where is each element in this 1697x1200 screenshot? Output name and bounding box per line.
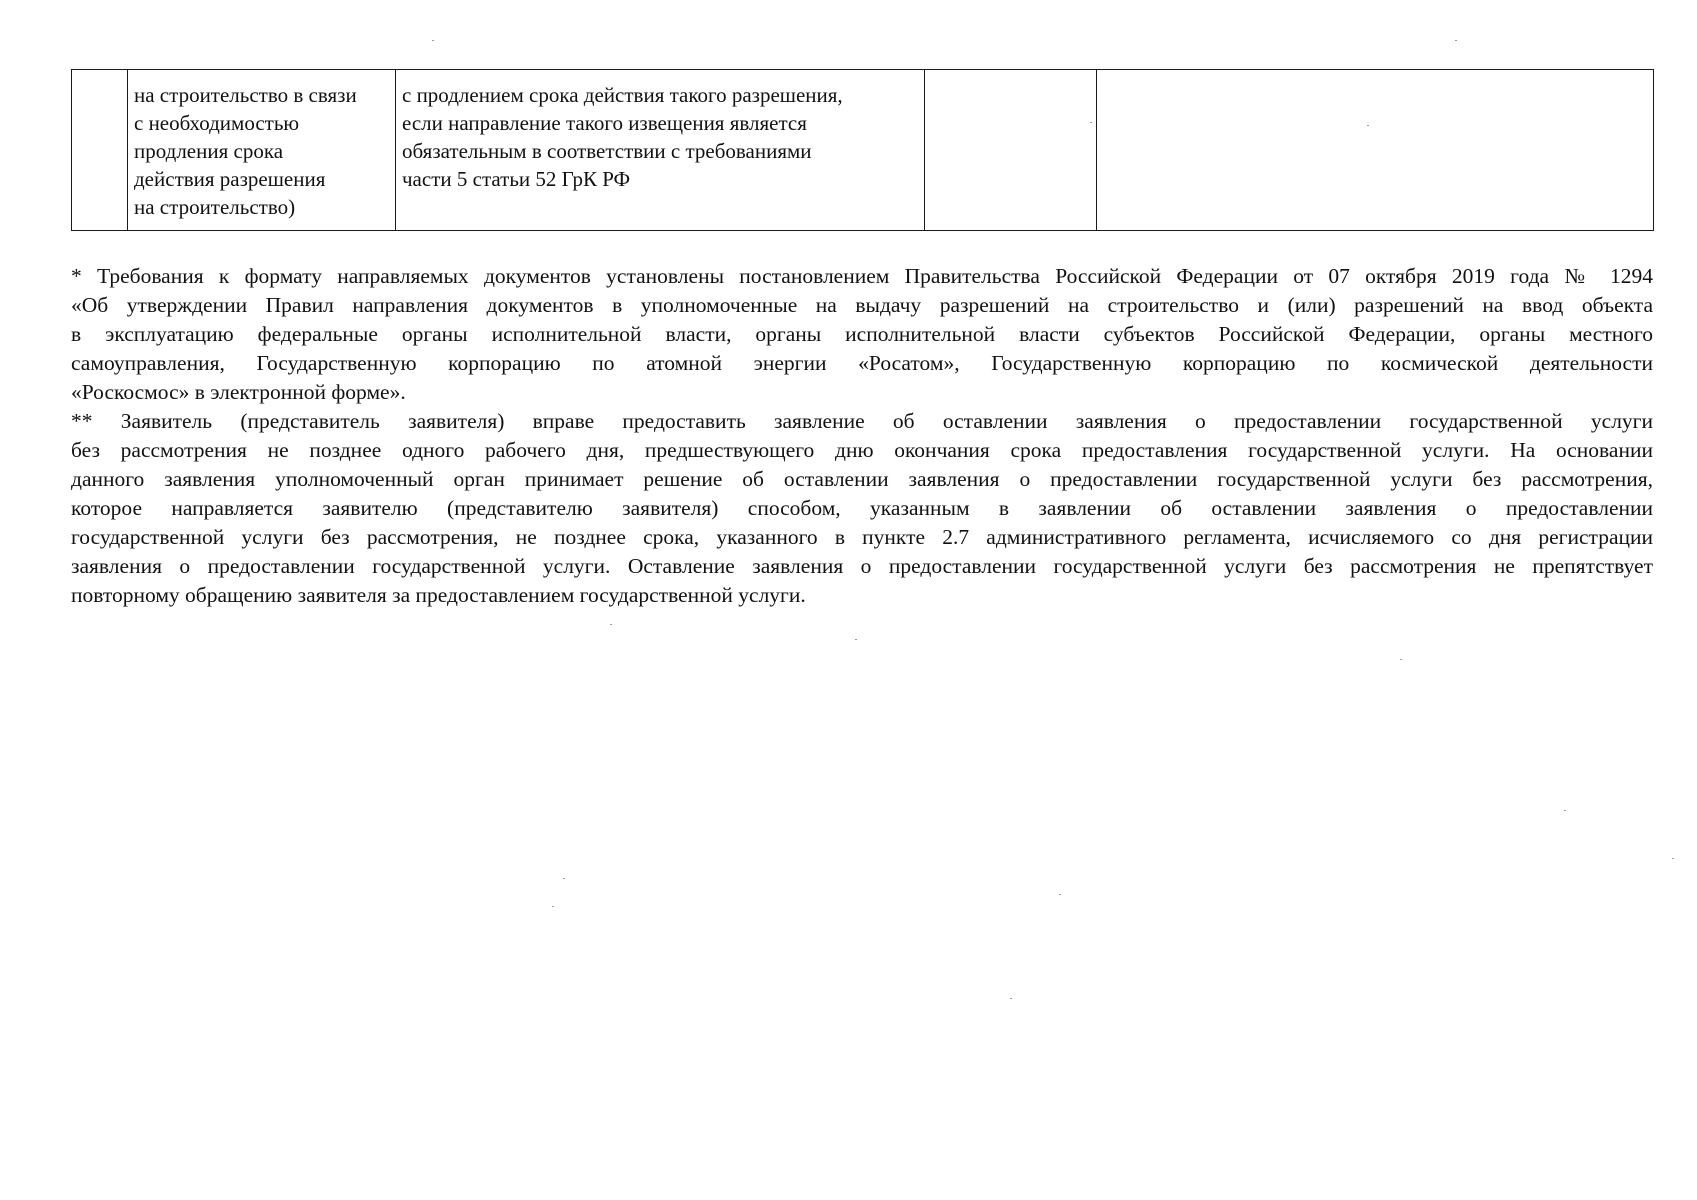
cell-text-line: части 5 статьи 52 ГрК РФ xyxy=(402,167,631,191)
scan-speck xyxy=(610,624,612,625)
footnote-line: самоуправления, Государственную корпорацию по атомной энергии «Росатом», Государственную корпорацию по космической деятельности xyxy=(71,351,1653,375)
scan-speck xyxy=(1400,659,1402,660)
scan-speck xyxy=(432,40,434,41)
footnotes xyxy=(71,262,1653,610)
footnote-line: «Об утверждении Правил направления документов в уполномоченные на выдачу разрешений на строительство и (или) разрешений на ввод объекта xyxy=(71,293,1653,317)
footnote-line: * Требования к формату направляемых документов установлены постановлением Правительства Российской Федерации от 07 октября 2019 года № 1294 xyxy=(71,264,1653,288)
cell-text-line: на строительство в связи xyxy=(134,83,357,107)
table-cell-empty xyxy=(925,70,1097,231)
table-cell-description xyxy=(396,70,925,231)
footnote-line: «Роскосмос» в электронной форме». xyxy=(71,380,406,404)
table-cell-empty xyxy=(1097,70,1654,231)
scan-speck xyxy=(1010,998,1012,999)
footnote-line: ** Заявитель (представитель заявителя) вправе предоставить заявление об оставлении заявления о предоставлении государственной услуги xyxy=(71,409,1653,433)
cell-text-line: на строительство) xyxy=(134,195,296,219)
footnote-line: заявления о предоставлении государственной услуги. Оставление заявления о предоставлении государственной услуги без рассмотрения не препятствует xyxy=(71,554,1653,578)
service-table xyxy=(71,69,1654,231)
footnote-format-requirements xyxy=(71,262,1653,407)
footnote-withdrawal xyxy=(71,407,1653,610)
cell-text-line: с продлением срока действия такого разрешения, xyxy=(402,83,843,107)
scan-speck xyxy=(552,906,554,907)
table-cell-number xyxy=(72,70,128,231)
scan-speck xyxy=(1059,894,1061,895)
table-row xyxy=(72,70,1654,231)
footnote-line: в эксплуатацию федеральные органы исполнительной власти, органы исполнительной власти субъектов Российской Федерации, органы местного xyxy=(71,322,1653,346)
scan-speck xyxy=(1672,858,1674,859)
footnote-line: без рассмотрения не позднее одного рабочего дня, предшествующего дню окончания срока предоставления государственной услуги. На основании xyxy=(71,438,1653,462)
footnote-line: данного заявления уполномоченный орган принимает решение об оставлении заявления о предоставлении государственной услуги без рассмотрения, xyxy=(71,467,1653,491)
cell-text-line: если направление такого извещения является xyxy=(402,111,807,135)
table-cell-service-name xyxy=(128,70,396,231)
footnote-line: повторному обращению заявителя за предоставлением государственной услуги. xyxy=(71,583,806,607)
scan-speck xyxy=(1090,122,1092,123)
cell-text-line: действия разрешения xyxy=(134,167,326,191)
scan-speck xyxy=(1367,125,1369,126)
scan-speck xyxy=(1564,810,1566,811)
scan-speck xyxy=(563,878,565,879)
footnote-line: которое направляется заявителю (представителю заявителя) способом, указанным в заявлении об оставлении заявления о предоставлении xyxy=(71,496,1653,520)
cell-text-line: с необходимостью xyxy=(134,111,300,135)
scan-speck xyxy=(1455,40,1457,41)
cell-text-line: продления срока xyxy=(134,139,284,163)
footnote-line: государственной услуги без рассмотрения, не позднее срока, указанного в пункте 2.7 административного регламента, исчисляемого со дня регистрации xyxy=(71,525,1653,549)
cell-text-line: обязательным в соответствии с требованиями xyxy=(402,139,812,163)
scan-speck xyxy=(855,639,857,640)
